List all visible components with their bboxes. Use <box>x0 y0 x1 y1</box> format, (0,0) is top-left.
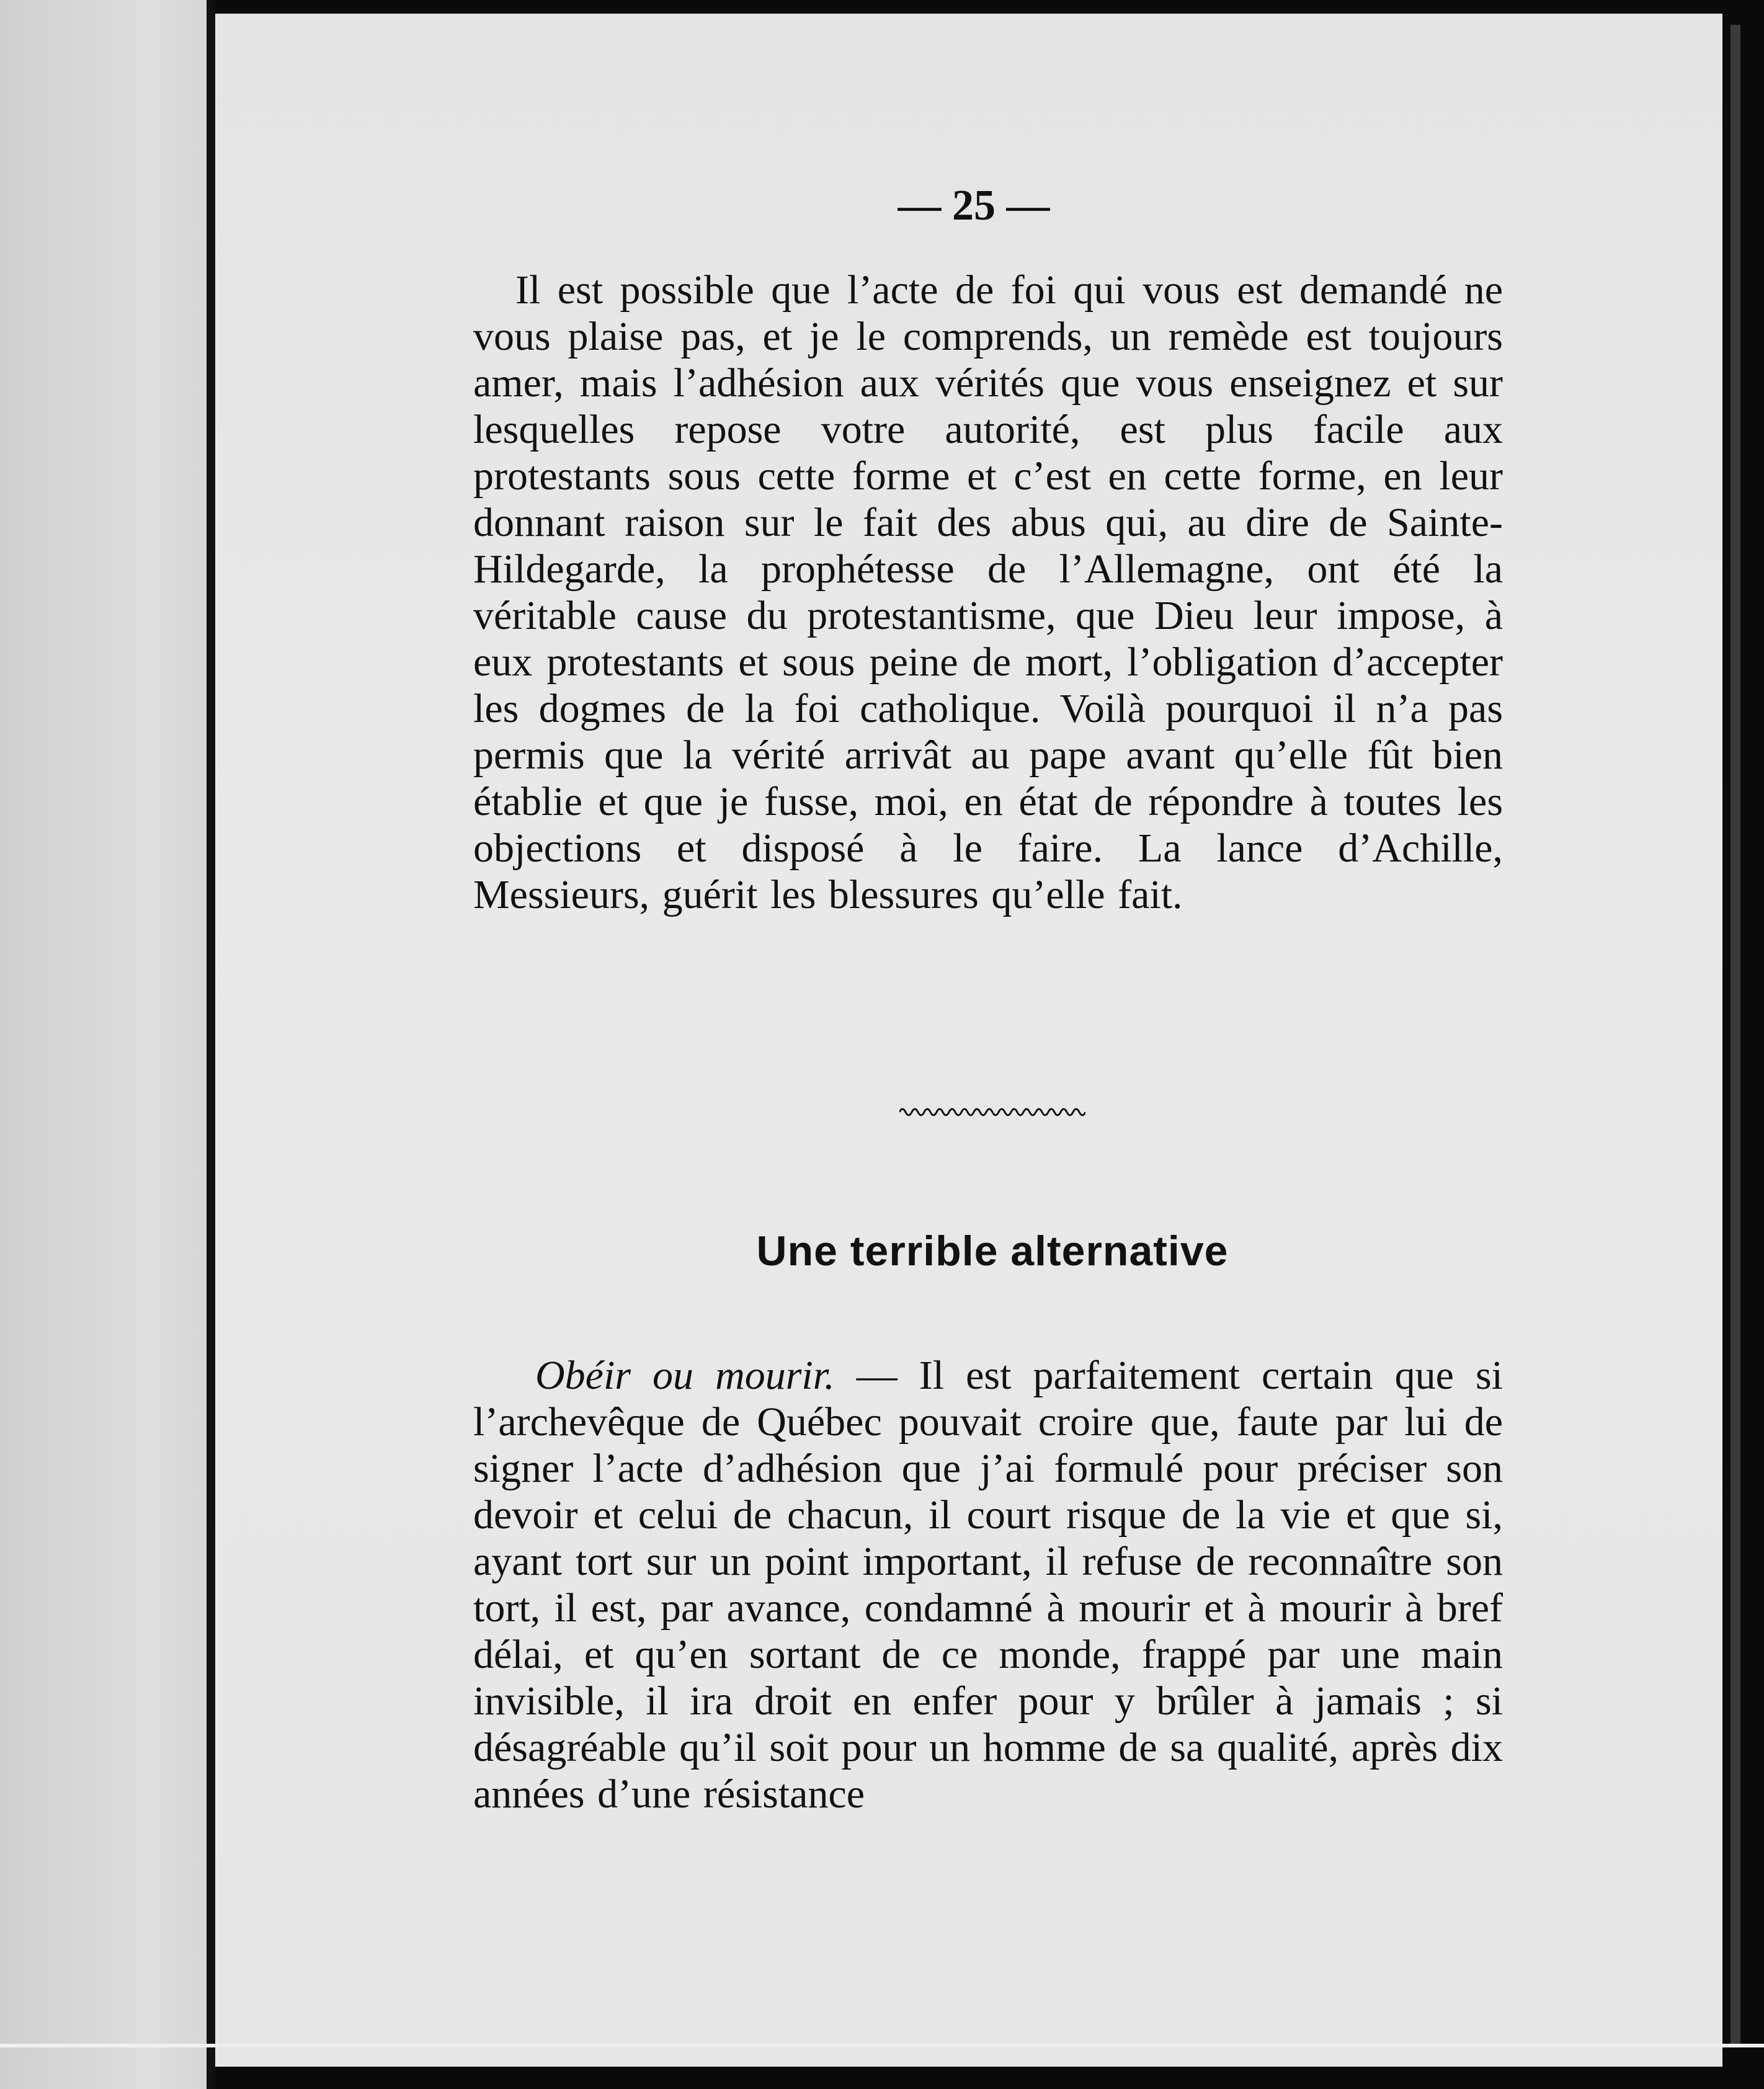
paragraph-2 <box>473 1352 1503 1817</box>
right-page-edge <box>1731 25 1740 2047</box>
paragraph-2-text: — Il est parfaitement certain que si l’archevêque de Québec pouvait croire que, faute par lui de signer l’acte d’adhésion que j’ai formulé pour préciser son devoir et celui de chacun, il court risque de la vie et que si, ayant tort sur un point important, il refuse de reconnaître son tort, il est, par avance, condamné à mourir et à mourir à bref délai, et qu’en sortant de ce monde, frappé par une main invisible, il ira droit en enfer pour y brûler à jamais ; si désagréable qu’il soit pour un homme de sa qualité, après dix années d’une résistance <box>473 1353 1503 1817</box>
page-number: — 25 — <box>898 182 1050 229</box>
wavy-divider-ornament <box>899 1103 1085 1121</box>
binding-rule <box>207 0 215 2089</box>
paragraph-1: Il est possible que l’acte de foi qui vous est demandé ne vous plaise pas, et je le comprends, un remède est toujours amer, mais l’adhésion aux vérités que vous enseignez et sur lesquelles repose votre autorité, est plus facile aux protestants sous cette forme et c’est en cette forme, en leur donnant raison sur le fait des abus qui, au dire de Sainte-Hildegarde, la prophétesse de l’Allemagne, ont été la véritable cause du protestantisme, que Dieu leur impose, à eux protestants et sous peine de mort, l’obligation d’accepter les dogmes de la foi catholique. Voilà pourquoi il n’a pas permis que la vérité arrivât au pape avant qu’elle fût bien établie et que je fusse, moi, en état de répondre à toutes les objections et disposé à le faire. La lance d’Achille, Messieurs, guérit les blessures qu’elle fait. <box>473 267 1503 917</box>
right-border <box>1722 0 1764 2089</box>
facing-page-edge <box>0 0 214 2089</box>
bottom-scan-line <box>0 2044 1764 2047</box>
section-heading: Une terrible alternative <box>756 1227 1229 1275</box>
paragraph-2-lead: Obéir ou mourir. <box>535 1353 835 1398</box>
